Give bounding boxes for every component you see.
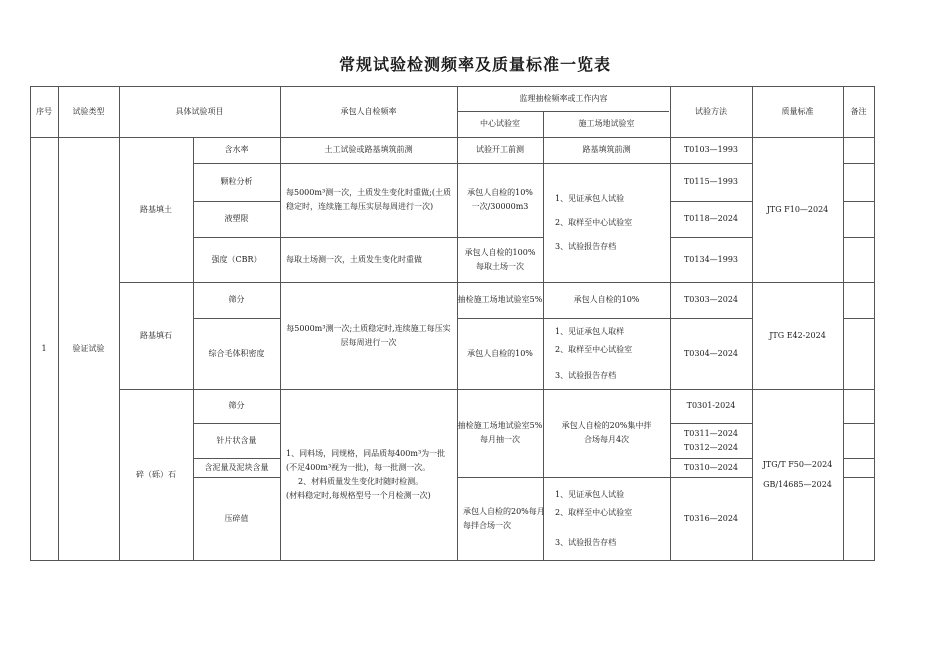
- table-line: [843, 237, 875, 238]
- gravel-name: 碎（砾）石: [136, 470, 176, 479]
- site-lab-work: [543, 163, 670, 282]
- central-lab-frequency: [457, 477, 543, 560]
- site-lab-line: 承包人自检的20%集中拌: [561, 421, 652, 430]
- contractor-frequency: 每取土场测一次，土质发生变化时重做: [286, 254, 422, 264]
- central-lab-frequency: [457, 389, 543, 477]
- central-lab-frequency: [457, 237, 543, 282]
- test-item: 筛分: [228, 401, 245, 410]
- site-lab-work: 承包人自检的10%: [573, 295, 640, 304]
- header-contractor: 承包人自检频率: [340, 106, 397, 116]
- site-lab-work: [543, 318, 670, 389]
- test-method: T0118—2024: [683, 214, 739, 223]
- test-method: T0103—1993: [683, 145, 739, 154]
- standard-line: GB/14685—2024: [763, 479, 832, 489]
- contractor-frequency: 土工试验或路基填筑前测: [324, 145, 413, 154]
- header-seq: 序号: [36, 106, 52, 116]
- site-lab-step: 2、取样至中心试验室: [555, 217, 633, 227]
- site-lab-work: [543, 477, 670, 560]
- header-method: 试验方法: [695, 106, 727, 116]
- site-lab-step: 2、取样至中心试验室: [555, 507, 633, 517]
- header-central-lab: 中心试验室: [480, 119, 520, 128]
- table-line: [843, 163, 875, 164]
- quality-standard: JTG F10—2024: [766, 204, 829, 214]
- site-lab-step: 1、见证承包人取样: [555, 326, 625, 336]
- test-method: T0310—2024: [683, 462, 739, 472]
- central-lab-frequency: 抽检施工场地试验室5%: [457, 295, 543, 304]
- header-standard: 质量标准: [781, 106, 814, 116]
- standard-line: JTG/T F50—2024: [762, 459, 833, 469]
- test-item: 强度（CBR）: [211, 254, 262, 264]
- site-lab-step: 3、试验报告存档: [555, 537, 617, 547]
- site-lab-step: 1、见证承包人试验: [555, 193, 625, 203]
- central-lab-line: 每取土场一次: [476, 261, 524, 271]
- table-line: [843, 201, 875, 202]
- group-seq: 1: [41, 343, 47, 353]
- test-method: [670, 423, 752, 458]
- test-method: T0303—2024: [683, 295, 739, 304]
- test-method: T0134—1993: [683, 254, 739, 264]
- method-line: T0312—2024: [683, 442, 739, 452]
- central-lab-frequency: [457, 163, 543, 237]
- header-supervision: 监理抽检频率或工作内容: [519, 93, 608, 103]
- header-remark: 备注: [850, 106, 867, 116]
- test-method: T0316—2024: [683, 513, 739, 523]
- header-site-lab: 施工场地试验室: [578, 119, 635, 128]
- site-lab-work: [543, 389, 670, 477]
- test-item: 筛分: [228, 295, 245, 304]
- document-title: 常规试验检测频率及质量标准一览表: [338, 55, 611, 74]
- site-lab-step: 3、试验报告存档: [555, 370, 617, 380]
- central-lab-line: 抽检施工场地试验室5%: [457, 421, 543, 430]
- quality-standard: [752, 389, 843, 560]
- test-method: T0301-2024: [686, 401, 736, 410]
- central-lab-line: 每月抽一次: [480, 435, 520, 444]
- test-item: 针片状含量: [216, 435, 257, 445]
- central-lab-line: 承包人自检的20%每月: [463, 506, 545, 516]
- central-lab-line: 一次/30000m3: [471, 202, 529, 211]
- test-item: 综合毛体积密度: [208, 348, 265, 358]
- header-item: 具体试验项目: [175, 106, 224, 116]
- subgrade-soil-name: 路基填土: [140, 204, 172, 214]
- table-line: [874, 86, 875, 561]
- contractor-frequency: 每5000m³测一次，土质发生变化时重做;(土质稳定时，连续施工每压实层每周进行一次): [286, 188, 451, 211]
- method-line: T0311—2024: [683, 428, 739, 438]
- table-line: [843, 477, 875, 478]
- group-type: 验证试验: [72, 343, 105, 353]
- contractor-frequency: [280, 389, 457, 560]
- central-lab-line: 承包人自检的10%: [467, 188, 533, 197]
- table-line: [843, 423, 875, 424]
- central-lab-frequency: 承包人自检的10%: [467, 348, 533, 358]
- contractor-line: 2、材料质量发生变化时随时检测。: [298, 476, 424, 486]
- quality-standard: JTG E42-2024: [769, 330, 826, 340]
- test-item: 含泥量及泥块含量: [204, 462, 269, 472]
- test-item: 压碎值: [224, 513, 249, 523]
- table-line: [843, 86, 844, 561]
- contractor-line: (材料稳定时,每规格型号一个月检测一次): [286, 490, 431, 500]
- site-lab-line: 合场每月4次: [583, 435, 630, 444]
- table-line: [843, 318, 875, 319]
- central-lab-line: 每拌合场一次: [463, 520, 511, 530]
- site-lab-work: 路基填筑前测: [582, 145, 631, 154]
- test-item: 颗粒分析: [220, 177, 253, 186]
- test-item: 含水率: [224, 145, 249, 154]
- central-lab-line: 承包人自检的100%: [464, 247, 536, 257]
- site-lab-step: 1、见证承包人试验: [555, 489, 625, 499]
- contractor-frequency: 每5000m³测一次;土质稳定时,连续施工每压实层每周进行一次: [286, 323, 451, 347]
- contractor-line: 1、同料场，同规格，同品质每400m³为一批(不足400m³视为一批)，每一批测一次。: [286, 448, 446, 472]
- table-line: [843, 458, 875, 459]
- test-method: T0304—2024: [683, 348, 739, 358]
- site-lab-step: 3、试验报告存档: [555, 241, 617, 251]
- site-lab-step: 2、取样至中心试验室: [555, 344, 633, 354]
- test-method: T0115—1993: [683, 177, 739, 186]
- table-line: [30, 560, 875, 561]
- header-type: 试验类型: [72, 106, 105, 116]
- subgrade-stone-name: 路基填石: [140, 330, 172, 340]
- test-item: 液塑限: [224, 214, 249, 223]
- central-lab-frequency: 试验开工前测: [476, 145, 524, 154]
